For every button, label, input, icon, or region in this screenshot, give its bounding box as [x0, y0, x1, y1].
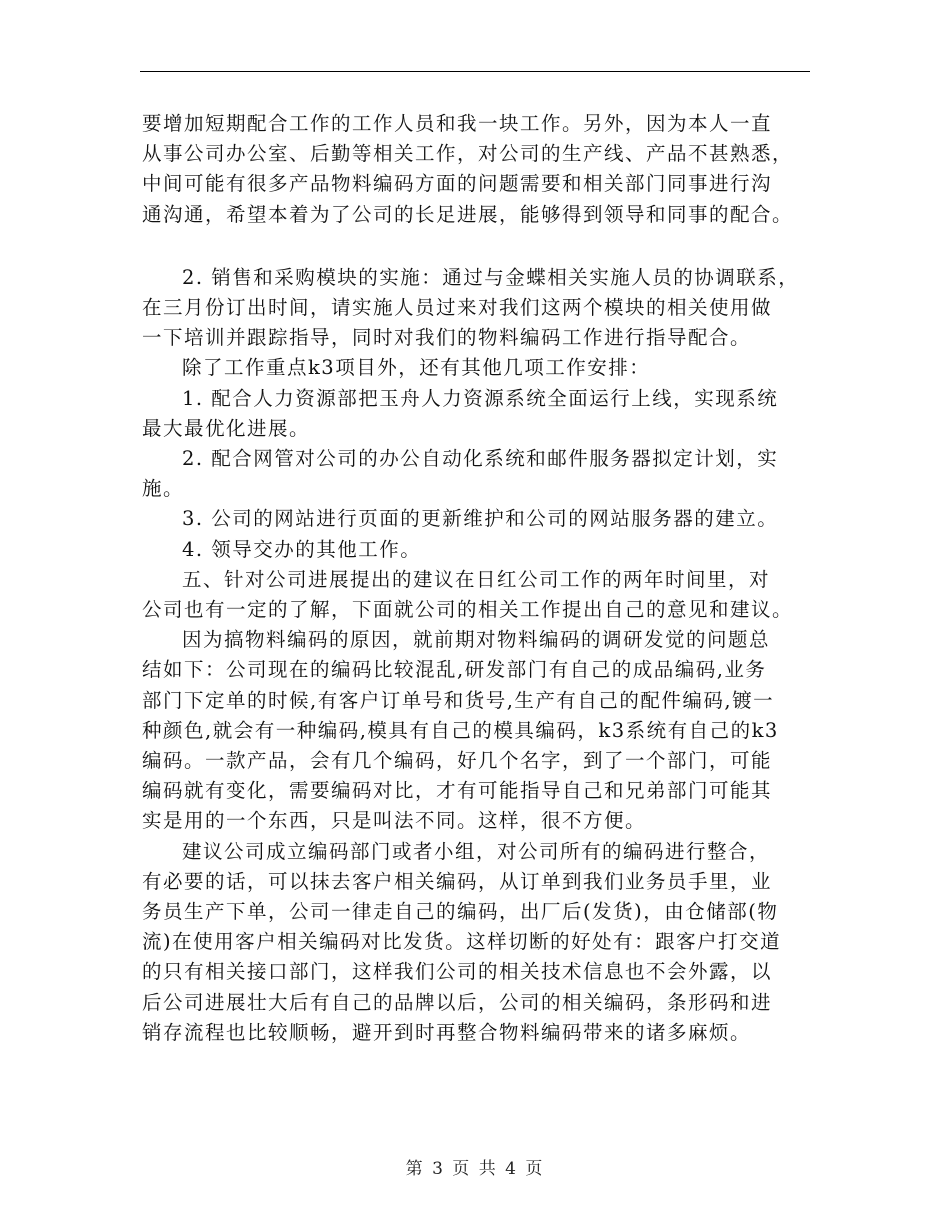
paragraph-line: 五、针对公司进展提出的建议在日红公司工作的两年时间里，对	[181, 567, 770, 591]
paragraph-line: 务员生产下单，公司一律走自己的编码，出厂后(发货)，由仓储部(物	[142, 900, 779, 924]
paragraph-line: 结如下：公司现在的编码比较混乱,研发部门有自己的成品编码,业务	[142, 658, 767, 682]
paragraph-line: 编码。一款产品，会有几个编码，好几个名字，到了一个部门，可能	[142, 749, 773, 773]
paragraph-line: 通沟通，希望本着为了公司的长足进展，能够得到领导和同事的配合。	[142, 202, 794, 226]
paragraph-line: 从事公司办公室、后勤等相关工作，对公司的生产线、产品不甚熟悉，	[142, 142, 794, 166]
paragraph-line: 3. 公司的网站进行页面的更新维护和公司的网站服务器的建立。	[181, 507, 779, 531]
paragraph-line: 编码就有变化，需要编码对比，才有可能指导自己和兄弟部门可能其	[142, 779, 773, 803]
document-body	[142, 109, 822, 1048]
paragraph-line: 因为搞物料编码的原因，就前期对物料编码的调研发觉的问题总	[181, 628, 770, 652]
paragraph-line: 最大最优化进展。	[142, 416, 311, 440]
paragraph-line: 流)在使用客户相关编码对比发货。这样切断的好处有：跟客户打交道	[142, 930, 782, 954]
paragraph-line: 4. 领导交办的其他工作。	[181, 537, 422, 561]
paragraph-line: 除了工作重点k3项目外，还有其他几项工作安排：	[181, 356, 651, 380]
paragraph-line: 1. 配合人力资源部把玉舟人力资源系统全面运行上线，实现系统	[181, 386, 779, 410]
paragraph-gap	[142, 230, 822, 263]
paragraph-line: 2. 配合网管对公司的办公自动化系统和邮件服务器拟定计划，实	[181, 447, 779, 471]
paragraph-line: 部门下定单的时候,有客户订单号和货号,生产有自己的配件编码,镀一	[142, 688, 775, 712]
paragraph-line: 销存流程也比较顺畅，避开到时再整合物料编码带来的诸多麻烦。	[142, 1020, 752, 1044]
paragraph-line: 要增加短期配合工作的工作人员和我一块工作。另外，因为本人一直	[142, 112, 773, 135]
paragraph-line: 种颜色,就会有一种编码,模具有自己的模具编码，k3系统有自己的k3	[142, 718, 779, 742]
paragraph-line: 有必要的话，可以抹去客户相关编码，从订单到我们业务员手里，业	[142, 869, 773, 893]
paragraph-line: 实是用的一个东西，只是叫法不同。这样，很不方便。	[142, 809, 647, 833]
paragraph-line: 2. 销售和采购模块的实施：通过与金蝶相关实施人员的协调联系，	[181, 265, 800, 289]
paragraph-line: 公司也有一定的了解，下面就公司的相关工作提出自己的意见和建议。	[142, 598, 794, 622]
paragraph-line: 的只有相关接口部门，这样我们公司的相关技术信息也不会外露，以	[142, 960, 773, 984]
paragraph-line: 施。	[142, 477, 185, 501]
page-footer: 第 3 页 共 4 页	[405, 1159, 545, 1179]
paragraph-line: 中间可能有很多产品物料编码方面的问题需要和相关部门同事进行沟	[142, 172, 773, 196]
paragraph-line: 后公司进展壮大后有自己的品牌以后，公司的相关编码，条形码和进	[142, 990, 773, 1014]
paragraph-line: 一下培训并跟踪指导，同时对我们的物料编码工作进行指导配合。	[142, 326, 752, 350]
paragraph-line: 在三月份订出时间，请实施人员过来对我们这两个模块的相关使用做	[142, 296, 773, 320]
paragraph-line: 建议公司成立编码部门或者小组，对公司所有的编码进行整合，	[181, 839, 770, 863]
header-rule	[140, 71, 810, 72]
